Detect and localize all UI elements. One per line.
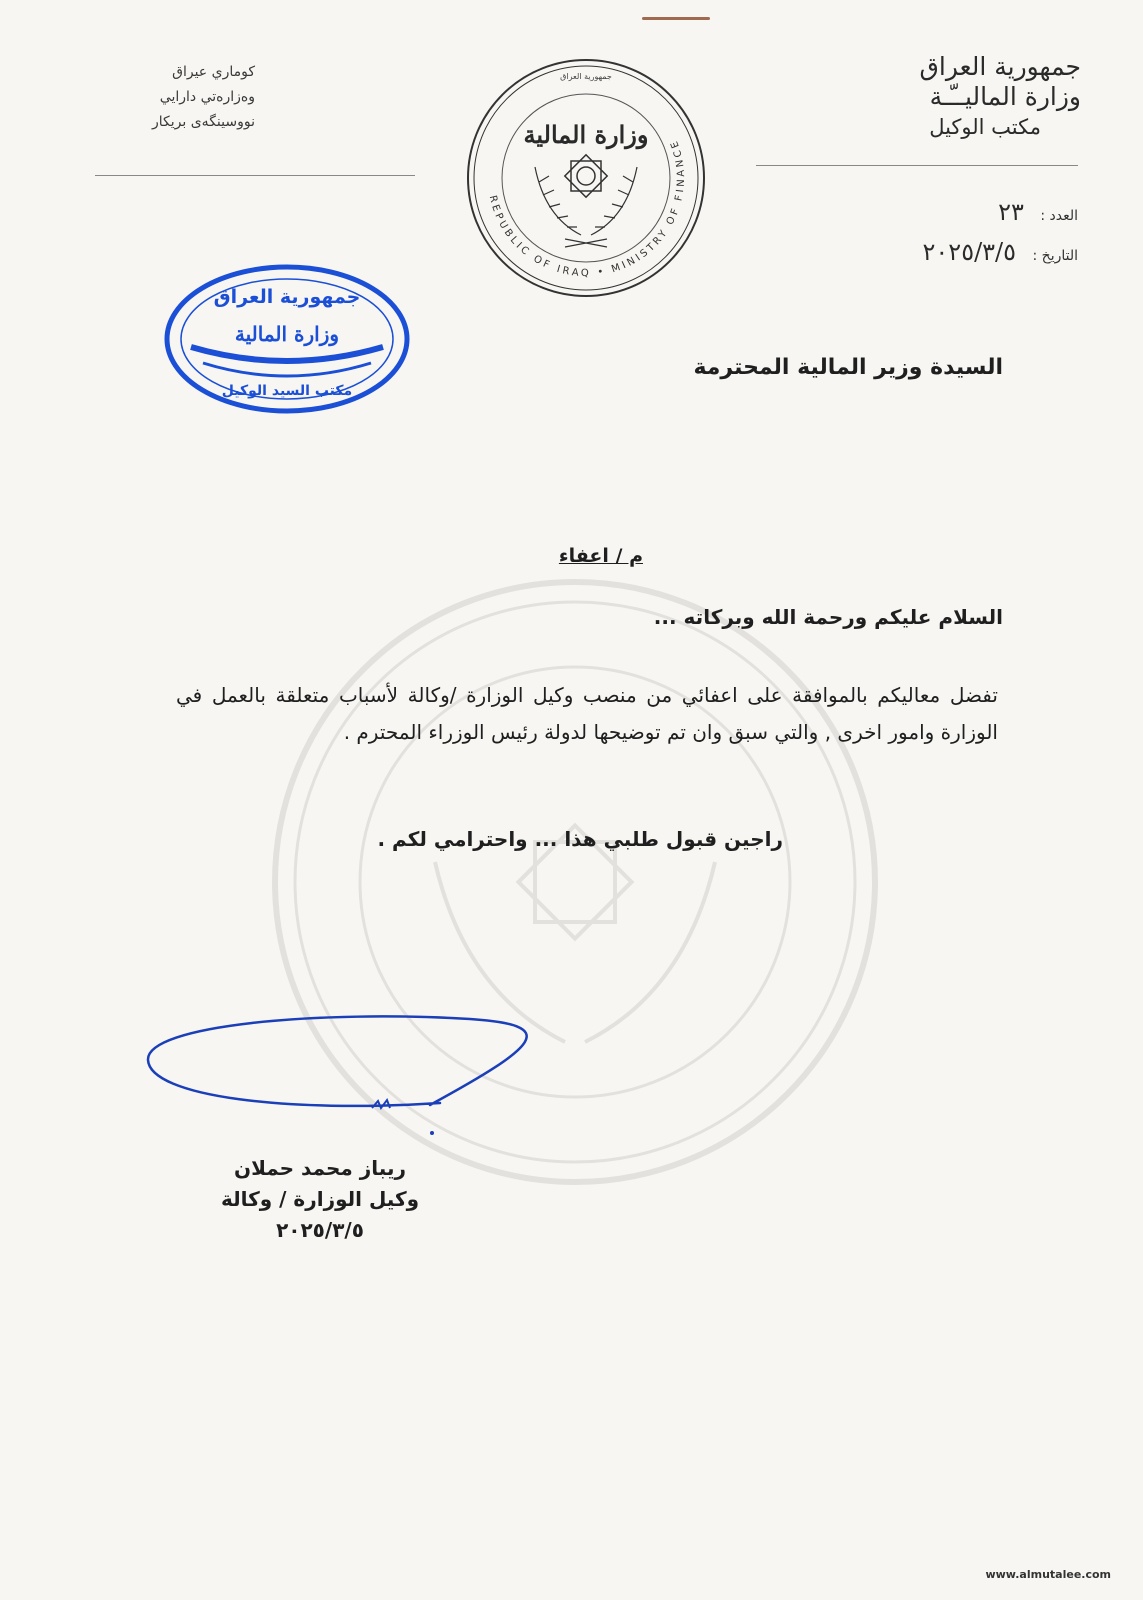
subject-line: م / اعفاء (558, 545, 643, 567)
emblem-top-text: جمهورية العراق (560, 72, 612, 81)
number-value: ٢٣ (998, 198, 1024, 226)
site-watermark: www.almutalee.com (985, 1568, 1111, 1581)
date-label: التاريخ : (1032, 248, 1078, 264)
reference-date (923, 238, 1078, 266)
top-pen-mark (642, 17, 710, 20)
header-office: مكتب الوكيل (929, 115, 1041, 139)
header-rule-left (95, 175, 415, 176)
stamp-middle-text: وزارة المالية (234, 322, 340, 346)
date-value: ٢٠٢٥/٣/٥ (922, 238, 1017, 266)
header-right (781, 52, 1081, 142)
signature-icon (140, 1005, 550, 1145)
office-stamp-icon (163, 263, 411, 415)
emblem-ring-text: REPUBLIC OF IRAQ • MINISTRY OF FINANCE (486, 136, 688, 280)
header-rule-right (756, 165, 1078, 166)
header-left (95, 60, 255, 135)
number-label: العدد : (1040, 208, 1078, 224)
signatory-name: ريباز محمد حملان (234, 1156, 406, 1180)
reference-number (998, 198, 1078, 226)
closing-line: راجين قبول طلبي هذا ... واحترامي لكم . (377, 827, 783, 851)
signatory-date: ٢٠٢٥/٣/٥ (276, 1218, 364, 1242)
header-left-line1: كوماري عيراق (172, 64, 255, 80)
header-left-line3: نووسينگەى بريكار (152, 114, 255, 130)
signatory-title: وكيل الوزارة / وكالة (220, 1187, 420, 1211)
stamp-top-text: جمهورية العراق (213, 286, 361, 308)
greeting-line: السلام عليكم ورحمة الله وبركاته ... (653, 605, 1003, 629)
emblem-title: وزارة المالية (523, 120, 649, 149)
stamp-bottom-text: مكتب السيد الوكيل (221, 383, 353, 399)
header-ministry: وزارة الماليــّـة (929, 82, 1081, 111)
header-left-line2: وەزارەتي دارايي (159, 89, 255, 105)
ministry-emblem-icon (465, 57, 707, 299)
header-country: جمهورية العراق (919, 52, 1081, 81)
letter-body: تفضل معاليكم بالموافقة على اعفائي من منصب وكيل الوزارة /وكالة لأسباب متعلقة بالعمل في الوزارة وامور اخرى , والتي سبق وان تم توضيحها لدولة رئيس الوزراء المحترم . (176, 683, 998, 744)
recipient-line: السيدة وزير المالية المحترمة (693, 355, 1003, 380)
signatory-block (200, 1153, 440, 1246)
